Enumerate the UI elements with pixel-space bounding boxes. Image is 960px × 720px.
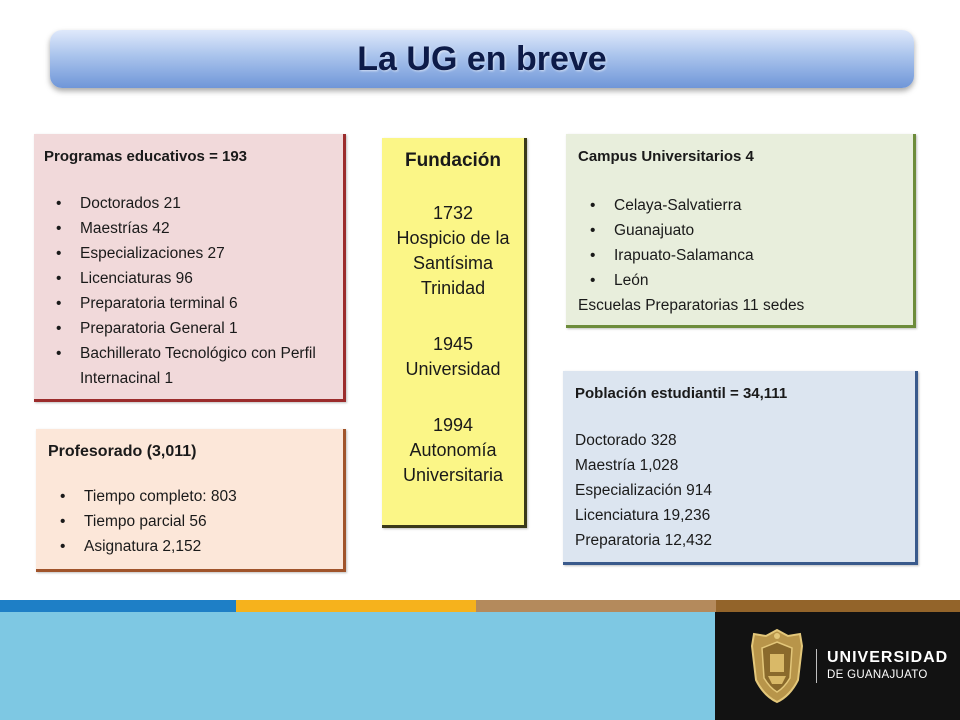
poblacion-line: Maestría 1,028 (575, 457, 679, 474)
slide-title: La UG en breve (357, 39, 607, 78)
fundacion-year: 1994 (432, 415, 474, 435)
stripe-brown (716, 600, 960, 612)
list-item: • Asignatura 2,152 (74, 534, 331, 559)
list-item: • León (604, 268, 903, 293)
fundacion-box (382, 138, 527, 528)
poblacion-heading: Población estudiantil = 34,111 (575, 385, 788, 402)
poblacion-line: Preparatoria 12,432 (575, 532, 713, 549)
university-seal-icon (748, 628, 806, 704)
poblacion-line: Especialización 914 (575, 482, 713, 499)
fundacion-event: Hospicio de la Santísima Trinidad (396, 228, 510, 298)
list-item: • Preparatoria General 1 (70, 316, 333, 341)
list-item: • Irapuato-Salamanca (604, 243, 903, 268)
stripe-blue (0, 600, 236, 612)
list-item: • Maestrías 42 (70, 216, 333, 241)
fundacion-year: 1945 (432, 334, 474, 354)
university-logo (748, 628, 948, 704)
logo-line-1: UNIVERSIDAD (827, 649, 949, 666)
list-item: • Bachillerato Tecnológico con Perfil Internacinal 1 (70, 341, 333, 391)
list-item: • Celaya-Salvatierra (604, 193, 903, 218)
list-item: • Guanajuato (604, 218, 903, 243)
list-item: • Doctorados 21 (70, 191, 333, 216)
title-bar (50, 30, 914, 88)
color-stripes (0, 600, 960, 612)
programas-list (44, 191, 333, 391)
profesorado-box (36, 429, 346, 572)
list-item: • Tiempo parcial 56 (74, 509, 331, 534)
fundacion-event: Universidad (405, 359, 501, 379)
poblacion-box (563, 371, 918, 565)
logo-line-2: DE GUANAJUATO (827, 669, 928, 681)
campus-preparatorias: Escuelas Preparatorias 11 sedes (578, 297, 805, 314)
list-item: • Preparatoria terminal 6 (70, 291, 333, 316)
list-item: • Licenciaturas 96 (70, 266, 333, 291)
stripe-tan (476, 600, 716, 612)
profesorado-list (48, 484, 331, 559)
logo-text (816, 649, 948, 683)
profesorado-heading: Profesorado (3,011) (48, 443, 197, 460)
list-item: • Tiempo completo: 803 (74, 484, 331, 509)
stripe-yellow (236, 600, 476, 612)
fundacion-event: Autonomía Universitaria (402, 440, 504, 485)
poblacion-line: Licenciatura 19,236 (575, 507, 711, 524)
campus-box (566, 134, 916, 328)
fundacion-year: 1732 (432, 203, 474, 223)
campus-heading: Campus Universitarios 4 (578, 148, 754, 165)
campus-list (578, 193, 903, 293)
poblacion-line: Doctorado 328 (575, 432, 677, 449)
list-item: • Especializaciones 27 (70, 241, 333, 266)
programas-box (34, 134, 346, 402)
programas-heading: Programas educativos = 193 (44, 148, 248, 165)
fundacion-heading: Fundación (404, 150, 502, 171)
